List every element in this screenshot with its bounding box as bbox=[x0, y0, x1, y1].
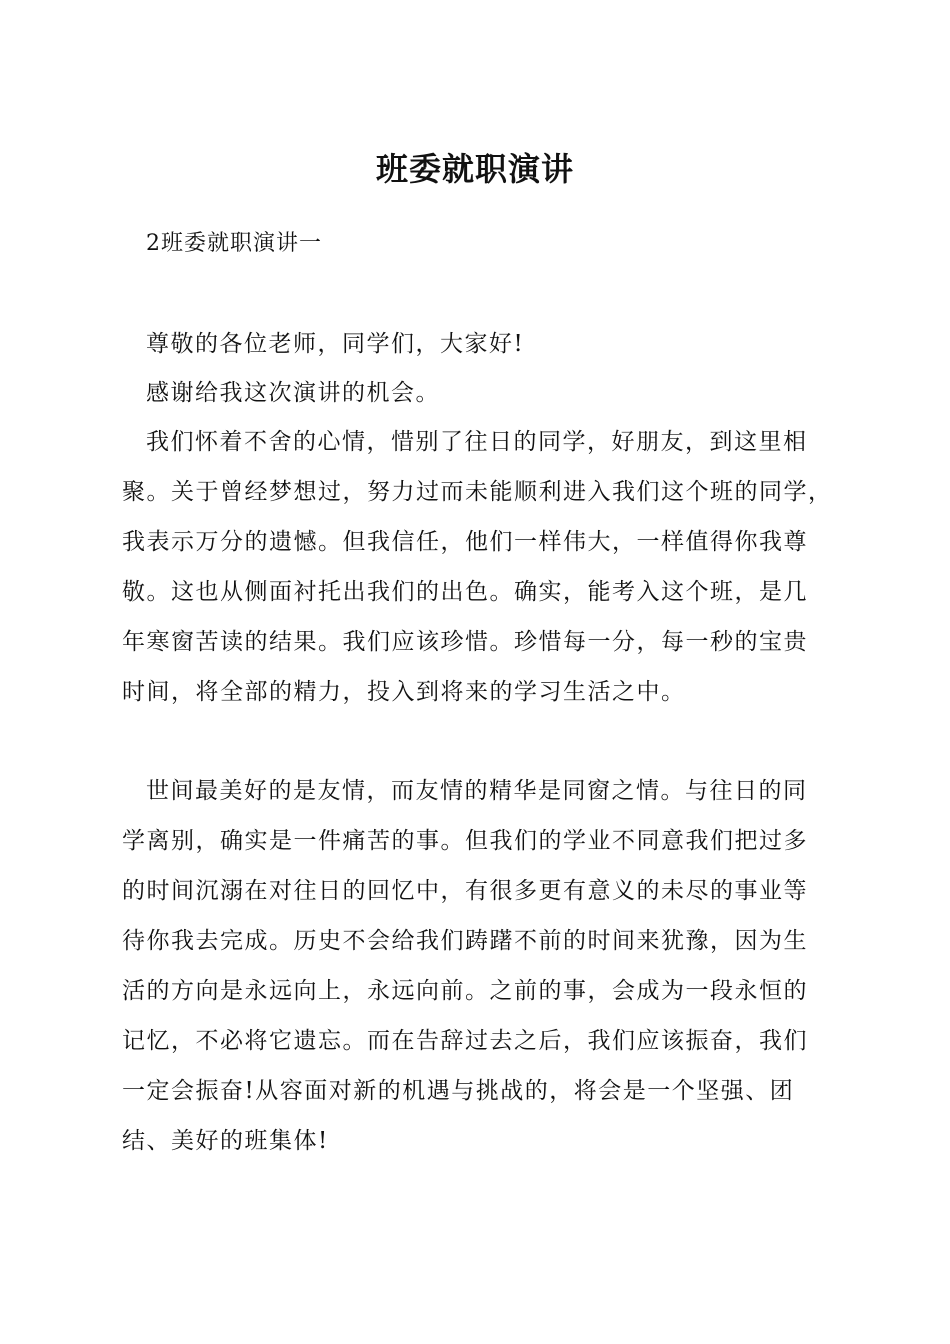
paragraph-2-line-1: 感谢给我这次演讲的机会。 bbox=[146, 380, 440, 406]
paragraph-3-line-4: 敬。这也从侧面衬托出我们的出色。确实，能考入这个班，是几 bbox=[122, 579, 808, 605]
paragraph-4-line-4: 待你我去完成。历史不会给我们踌躇不前的时间来犹豫，因为生 bbox=[122, 928, 808, 954]
paragraph-3-line-1: 我们怀着不舍的心情，惜别了往日的同学，好朋友，到这里相 bbox=[146, 429, 808, 455]
paragraph-3-line-6: 时间，将全部的精力，投入到将来的学习生活之中。 bbox=[122, 679, 686, 705]
paragraph-4-line-2: 学离别，确实是一件痛苦的事。但我们的学业不同意我们把过多 bbox=[122, 828, 808, 854]
paragraph-3-line-3: 我表示万分的遗憾。但我信任，他们一样伟大，一样值得你我尊 bbox=[122, 529, 808, 555]
subtitle: 2班委就职演讲一 bbox=[146, 231, 322, 256]
paragraph-4-line-3: 的时间沉溺在对往日的回忆中，有很多更有意义的未尽的事业等 bbox=[122, 878, 808, 904]
paragraph-4-line-6: 记忆，不必将它遗忘。而在告辞过去之后，我们应该振奋，我们 bbox=[122, 1028, 808, 1054]
paragraph-4-line-5: 活的方向是永远向上，永远向前。之前的事，会成为一段永恒的 bbox=[122, 978, 808, 1004]
paragraph-3-line-5: 年寒窗苦读的结果。我们应该珍惜。珍惜每一分，每一秒的宝贵 bbox=[122, 629, 808, 655]
paragraph-3-line-2: 聚。关于曾经梦想过，努力过而未能顺利进入我们这个班的同学， bbox=[122, 479, 833, 505]
paragraph-4-line-8: 结、美好的班集体! bbox=[122, 1128, 329, 1154]
paragraph-1-line-1: 尊敬的各位老师，同学们，大家好! bbox=[146, 331, 525, 357]
paragraph-4-line-7: 一定会振奋!从容面对新的机遇与挑战的，将会是一个坚强、团 bbox=[122, 1078, 795, 1104]
page-title: 班委就职演讲 bbox=[375, 150, 574, 188]
paragraph-4-line-1: 世间最美好的是友情，而友情的精华是同窗之情。与往日的同 bbox=[146, 778, 808, 804]
